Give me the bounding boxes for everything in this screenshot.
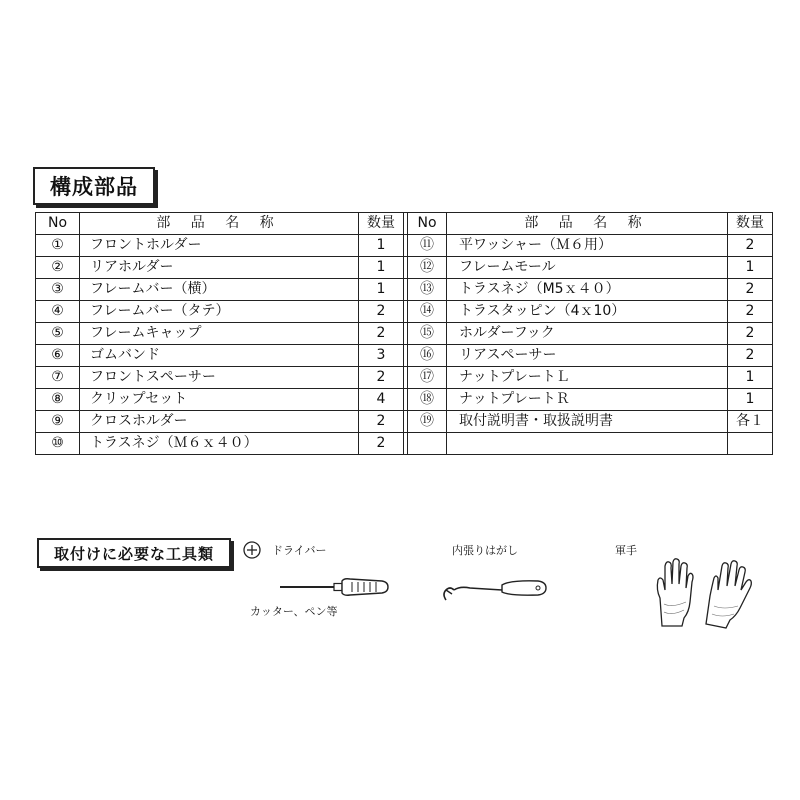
part-number: ⑦ xyxy=(36,367,80,389)
part-name: フレームモール xyxy=(447,257,728,279)
part-name: トラスネジ（Ｍ６ｘ４０） xyxy=(80,433,359,455)
part-number: ① xyxy=(36,235,80,257)
part-quantity xyxy=(728,433,773,455)
header-qty: 数量 xyxy=(359,213,404,235)
table-row xyxy=(36,279,773,301)
part-name: トラスネジ（M5ｘ４０） xyxy=(447,279,728,301)
part-name: フロントスペーサー xyxy=(80,367,359,389)
plus-icon xyxy=(243,541,261,559)
part-name: ホルダーフック xyxy=(447,323,728,345)
section-title: 構成部品 xyxy=(33,167,155,205)
part-quantity: 2 xyxy=(728,279,773,301)
header-qty: 数量 xyxy=(728,213,773,235)
gloves-label: 軍手 xyxy=(615,544,637,557)
table-row xyxy=(36,367,773,389)
part-number: ⑭ xyxy=(408,301,447,323)
part-quantity: 1 xyxy=(728,367,773,389)
part-name: トラスタッピン（4ｘ10） xyxy=(447,301,728,323)
part-quantity: 2 xyxy=(359,411,404,433)
header-name: 部 品 名 称 xyxy=(80,213,359,235)
part-quantity: 1 xyxy=(728,389,773,411)
part-name: クリップセット xyxy=(80,389,359,411)
table-row xyxy=(36,235,773,257)
cutter-label: カッター、ペン等 xyxy=(250,605,338,618)
trim-remover-icon xyxy=(440,572,548,606)
part-quantity: 1 xyxy=(359,235,404,257)
part-number: ⑪ xyxy=(408,235,447,257)
part-number xyxy=(408,433,447,455)
part-number: ⑥ xyxy=(36,345,80,367)
part-number: ⑧ xyxy=(36,389,80,411)
part-quantity: 2 xyxy=(359,433,404,455)
part-number: ② xyxy=(36,257,80,279)
gloves-icon xyxy=(652,556,756,632)
part-name: ナットプレートＲ xyxy=(447,389,728,411)
part-quantity: 2 xyxy=(359,367,404,389)
part-quantity: 2 xyxy=(359,301,404,323)
part-quantity: 各１ xyxy=(728,411,773,433)
part-quantity: 4 xyxy=(359,389,404,411)
part-name: 平ワッシャー（Ｍ６用） xyxy=(447,235,728,257)
part-number: ⑰ xyxy=(408,367,447,389)
parts-table-body xyxy=(36,235,773,455)
part-number: ⑱ xyxy=(408,389,447,411)
header-no: No xyxy=(36,213,80,235)
parts-table xyxy=(35,212,773,455)
part-quantity: 3 xyxy=(359,345,404,367)
table-row xyxy=(36,433,773,455)
part-quantity: 1 xyxy=(359,257,404,279)
part-name: リアスペーサー xyxy=(447,345,728,367)
part-name: クロスホルダー xyxy=(80,411,359,433)
part-number: ⑤ xyxy=(36,323,80,345)
screwdriver-icon xyxy=(278,574,390,600)
part-name: フレームバー（タテ） xyxy=(80,301,359,323)
part-quantity: 1 xyxy=(359,279,404,301)
table-row xyxy=(36,389,773,411)
part-number: ⑯ xyxy=(408,345,447,367)
tools-title: 取付けに必要な工具類 xyxy=(37,538,231,568)
part-number: ⑫ xyxy=(408,257,447,279)
table-row xyxy=(36,301,773,323)
table-row xyxy=(36,411,773,433)
part-number: ④ xyxy=(36,301,80,323)
part-name: フレームキャップ xyxy=(80,323,359,345)
header-name: 部 品 名 称 xyxy=(447,213,728,235)
part-quantity: 1 xyxy=(728,257,773,279)
part-name: 取付説明書・取扱説明書 xyxy=(447,411,728,433)
part-number: ⑲ xyxy=(408,411,447,433)
table-row xyxy=(36,257,773,279)
part-quantity: 2 xyxy=(728,323,773,345)
part-quantity: 2 xyxy=(728,301,773,323)
part-name: フロントホルダー xyxy=(80,235,359,257)
part-quantity: 2 xyxy=(728,345,773,367)
part-name: ナットプレートＬ xyxy=(447,367,728,389)
part-number: ③ xyxy=(36,279,80,301)
part-number: ⑨ xyxy=(36,411,80,433)
part-name: フレームバー（横） xyxy=(80,279,359,301)
part-number: ⑩ xyxy=(36,433,80,455)
part-number: ⑬ xyxy=(408,279,447,301)
part-number: ⑮ xyxy=(408,323,447,345)
table-row xyxy=(36,345,773,367)
remover-label: 内張りはがし xyxy=(452,544,518,557)
part-quantity: 2 xyxy=(359,323,404,345)
table-row xyxy=(36,323,773,345)
part-name xyxy=(447,433,728,455)
driver-label: ドライバー xyxy=(272,544,327,557)
header-no: No xyxy=(408,213,447,235)
part-name: リアホルダー xyxy=(80,257,359,279)
table-header-row xyxy=(36,213,773,235)
part-quantity: 2 xyxy=(728,235,773,257)
part-name: ゴムバンド xyxy=(80,345,359,367)
